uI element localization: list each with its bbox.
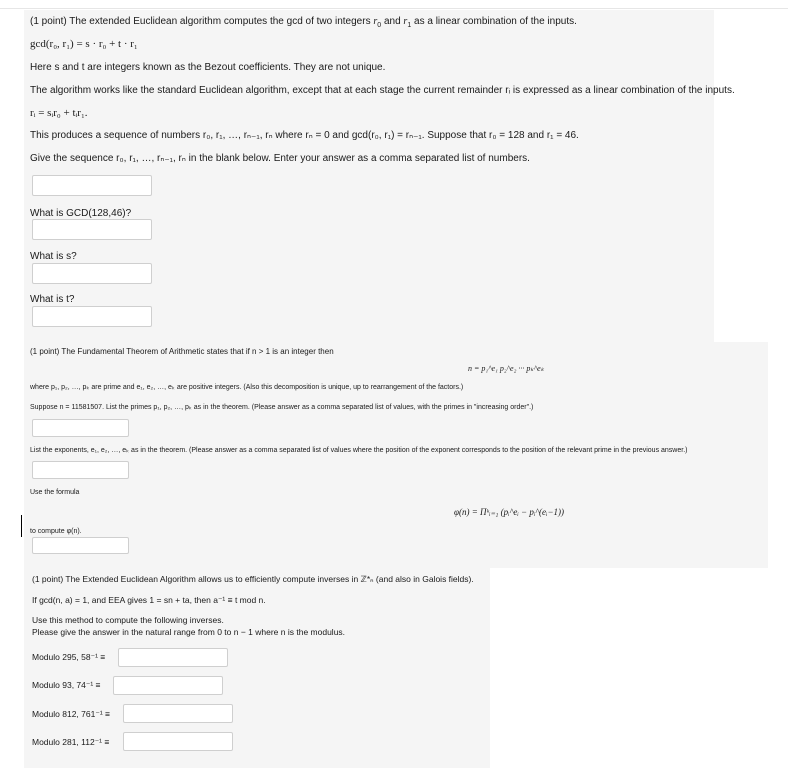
t-answer-input[interactable] <box>32 306 152 327</box>
modulo-93-input[interactable] <box>113 676 223 695</box>
algorithm-text: The algorithm works like the standard Euclidean algorithm, except that at each stage the current remainder rᵢ is expressed as a linear combination of the inputs. <box>30 85 735 96</box>
problem2-intro: (1 point) The Fundamental Theorem of Arithmetic states that if n > 1 is an integer then <box>30 347 334 356</box>
remainder-formula: rᵢ = sᵢr₀ + tᵢr₁. <box>30 107 88 119</box>
modulo-295-input[interactable] <box>118 648 228 667</box>
problem-fundamental-theorem <box>24 342 768 568</box>
modulo-812-input[interactable] <box>123 704 233 723</box>
primes-definition-text: where p₁, p₂, …, pₖ are prime and e₁, e₂, …, eₖ are positive integers. (Also this decomposition is unique, up to rearrangement of the factors.) <box>30 384 464 391</box>
phi-formula: φ(n) = Πᵏᵢ₌₁ (pᵢ^eᵢ − pᵢ^(eᵢ−1)) <box>454 507 565 517</box>
give-sequence-text: Give the sequence r₀, r₁, …, rₙ₋₁, rₙ in the blank below. Enter your answer as a comma separated list of numbers. <box>30 153 530 164</box>
gcd-formula: gcd(r₀, r₁) = s · r₀ + t · r₁ <box>30 38 138 50</box>
natural-range-text: Please give the answer in the natural range from 0 to n − 1 where n is the modulus. <box>32 627 346 637</box>
s-question: What is s? <box>30 251 77 262</box>
bezout-text: Here s and t are integers known as the Bezout coefficients. They are not unique. <box>30 62 386 73</box>
exponents-answer-input[interactable] <box>32 461 129 479</box>
modulo-93-label: Modulo 93, 74⁻¹ ≡ <box>32 680 101 690</box>
problem1-intro <box>30 16 577 29</box>
problem1-intro-text: (1 point) The extended Euclidean algorithm computes the gcd of two integers <box>30 16 374 27</box>
use-formula-text: Use the formula <box>30 489 80 496</box>
modulo-295-label: Modulo 295, 58⁻¹ ≡ <box>32 652 106 662</box>
phi-answer-input[interactable] <box>32 537 129 554</box>
use-method-text: Use this method to compute the following inverses. <box>32 615 224 625</box>
sequence-answer-input[interactable] <box>32 175 152 196</box>
primes-answer-input[interactable] <box>32 419 129 437</box>
r1-symbol: r <box>403 16 408 27</box>
suppose-text: Suppose n = 11581507. List the primes p₁, p₂, …, pₖ as in the theorem. (Please answer as a comma separated list of values, with the primes in "increasing order".) <box>30 404 534 411</box>
compute-phi-text: to compute φ(n). <box>30 528 82 535</box>
gcd-answer-input[interactable] <box>32 219 152 240</box>
problem-modular-inverse <box>24 568 490 768</box>
r0-symbol: r <box>373 16 378 27</box>
factorization-formula: n = p₁^e₁ p₂^e₂ ··· pₖ^eₖ <box>468 364 545 373</box>
exponents-text: List the exponents, e₁, e₂, …, eₖ as in the theorem. (Please answer as a comma separated list of values where the position of the exponent corresponds to the position of the relevant prime in the previous answer.) <box>30 447 688 454</box>
modulo-281-label: Modulo 281, 112⁻¹ ≡ <box>32 737 110 747</box>
s-answer-input[interactable] <box>32 263 152 284</box>
text-cursor <box>21 515 22 537</box>
r0-sub: 0 <box>377 22 382 29</box>
problem1-intro-end: as a linear combination of the inputs. <box>411 16 577 27</box>
eea-condition: If gcd(n, a) = 1, and EEA gives 1 = sn + ta, then a⁻¹ ≡ t mod n. <box>32 595 266 605</box>
problem3-intro: (1 point) The Extended Euclidean Algorithm allows us to efficiently compute inverses in ℤ*ₙ (and also in Galois fields). <box>32 574 474 584</box>
modulo-812-label: Modulo 812, 761⁻¹ ≡ <box>32 709 110 719</box>
top-toolbar-edge <box>0 0 788 9</box>
gcd-question: What is GCD(128,46)? <box>30 208 132 219</box>
t-question: What is t? <box>30 294 75 305</box>
modulo-281-input[interactable] <box>123 732 233 751</box>
r1-sub: 1 <box>407 22 412 29</box>
problem-extended-euclid <box>24 10 735 342</box>
problem1-and: and <box>381 16 404 27</box>
sequence-text: This produces a sequence of numbers r₀, r₁, …, rₙ₋₁, rₙ where rₙ = 0 and gcd(r₀, r₁) = rₙ₋₁. Suppose that r₀ = 128 and r₁ = 46. <box>30 130 579 141</box>
